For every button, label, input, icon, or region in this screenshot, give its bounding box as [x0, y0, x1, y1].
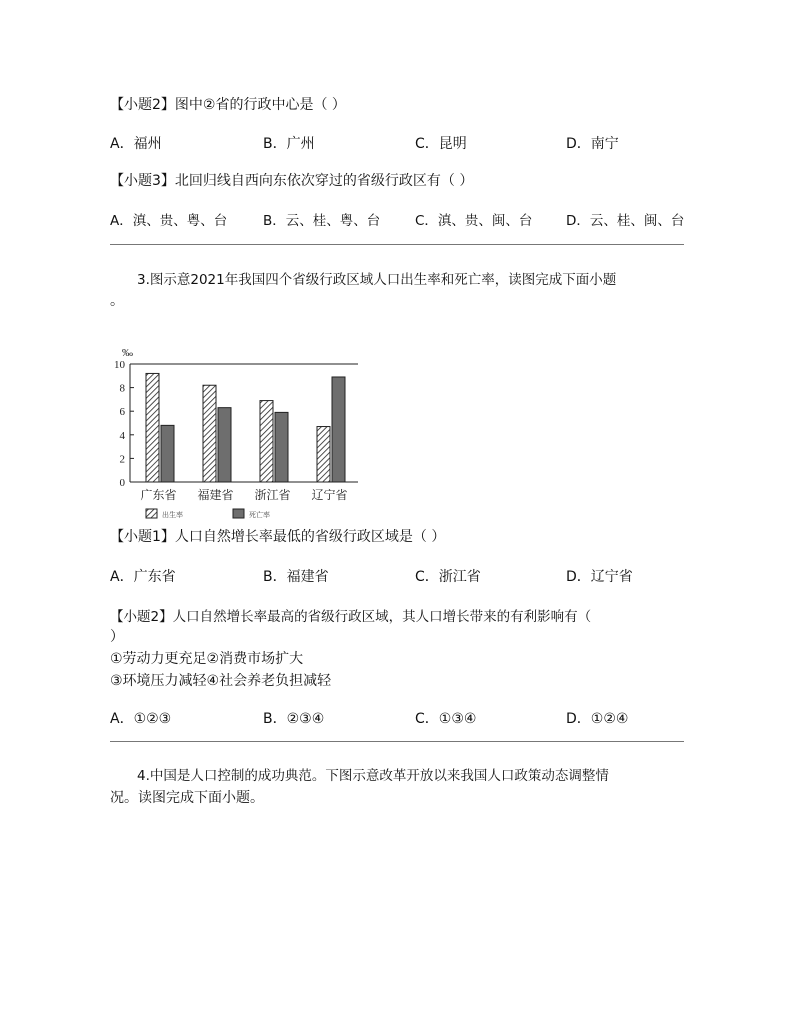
option-c[interactable]: C．浙江省	[415, 569, 481, 585]
option-b[interactable]: B．云、桂、粤、台	[263, 213, 381, 229]
option-a[interactable]: A．广东省	[110, 569, 176, 585]
death-rate-bar	[332, 377, 345, 482]
section-intro: 4.中国是人口控制的成功典范。下图示意改革开放以来我国人口政策动态调整情	[137, 768, 609, 784]
option-d[interactable]: D．南宁	[566, 136, 619, 152]
question-stem-continued: ）	[110, 629, 124, 645]
statement-list: ①劳动力更充足②消费市场扩大	[110, 651, 304, 667]
question-stem: 【小题3】北回归线自西向东依次穿过的省级行政区有（ ）	[110, 173, 474, 189]
legend-label-death-rate: 死亡率	[249, 511, 270, 519]
section-intro-continued: 况。读图完成下面小题。	[110, 790, 264, 806]
y-tick-label: 2	[119, 453, 125, 466]
section-intro: 3.图示意2021年我国四个省级行政区域人口出生率和死亡率，读图完成下面小题	[137, 272, 617, 288]
option-a[interactable]: A．滇、贵、粤、台	[110, 213, 228, 229]
option-d[interactable]: D．①②④	[566, 711, 629, 727]
y-tick-label: 4	[119, 429, 125, 442]
section-intro-continued: 。	[110, 293, 124, 309]
legend-swatch-death-rate	[233, 509, 244, 518]
category-label: 福建省	[197, 488, 234, 502]
option-c[interactable]: C．滇、贵、闽、台	[415, 213, 533, 229]
option-b[interactable]: B．福建省	[263, 569, 329, 585]
birth-rate-bar	[317, 427, 330, 482]
category-label: 浙江省	[254, 488, 291, 502]
y-tick-label: 0	[119, 477, 125, 489]
death-rate-bar	[161, 425, 174, 482]
section-divider	[110, 741, 684, 742]
birth-death-rate-chart	[100, 342, 370, 526]
category-label: 辽宁省	[311, 488, 348, 502]
option-d[interactable]: D．云、桂、闽、台	[566, 213, 685, 229]
option-b[interactable]: B．②③④	[263, 711, 325, 727]
birth-rate-bar	[260, 401, 273, 482]
option-d[interactable]: D．辽宁省	[566, 569, 633, 585]
question-stem: 【小题1】人口自然增长率最低的省级行政区域是（ ）	[110, 529, 446, 545]
y-tick-label: 10	[114, 359, 125, 371]
option-c[interactable]: C．昆明	[415, 136, 467, 152]
question-stem: 【小题2】人口自然增长率最高的省级行政区域，其人口增长带来的有利影响有（	[110, 609, 592, 625]
option-a[interactable]: A．①②③	[110, 711, 172, 727]
y-tick-label: 6	[119, 406, 125, 419]
birth-rate-bar	[203, 385, 216, 482]
birth-rate-bar	[146, 373, 159, 482]
option-a[interactable]: A．福州	[110, 136, 162, 152]
y-axis-unit: ‰	[122, 347, 133, 359]
question-stem: 【小题2】图中②省的行政中心是（ ）	[110, 97, 346, 113]
death-rate-bar	[218, 408, 231, 482]
y-tick-label: 8	[119, 382, 125, 395]
category-label: 广东省	[140, 488, 177, 502]
statement-list: ③环境压力减轻④社会养老负担减轻	[110, 673, 332, 689]
death-rate-bar	[275, 412, 288, 482]
legend-swatch-birth-rate	[146, 509, 157, 518]
option-c[interactable]: C．①③④	[415, 711, 477, 727]
legend-label-birth-rate: 出生率	[162, 511, 183, 519]
section-divider	[110, 244, 684, 245]
option-b[interactable]: B．广州	[263, 136, 315, 152]
